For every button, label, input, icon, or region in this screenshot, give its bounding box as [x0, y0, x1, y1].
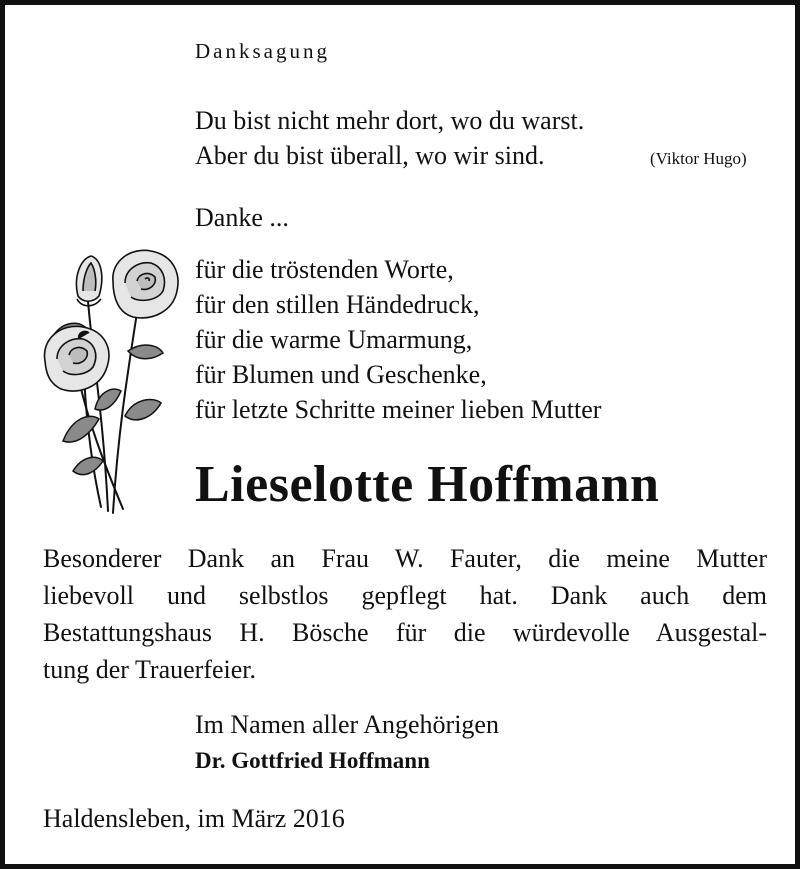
- leaf: [125, 399, 161, 419]
- special-thanks-line: Bestattungshaus H. Bösche für die würdevolle Ausgestal-: [43, 618, 767, 647]
- special-thanks-line: liebevoll und selbstlos gepflegt hat. Dank auch dem: [43, 581, 767, 610]
- thanks-intro: Danke ...: [195, 203, 289, 232]
- special-thanks-line: tung der Trauerfeier.: [43, 655, 257, 684]
- leaf: [128, 345, 163, 359]
- thanks-item: für letzte Schritte meiner lieben Mutter: [195, 395, 602, 424]
- thanks-item: für die tröstenden Worte,: [195, 255, 454, 284]
- thanks-item: für den stillen Händedruck,: [195, 290, 480, 319]
- deceased-name: Lieselotte Hoffmann: [195, 456, 660, 513]
- special-thanks-line: Besonderer Dank an Frau W. Fauter, die meine Mutter: [43, 544, 767, 573]
- thanks-item: für Blumen und Geschenke,: [195, 360, 487, 389]
- roses-illustration: [33, 241, 183, 521]
- leaf: [73, 457, 103, 474]
- quote-author: (Viktor Hugo): [650, 149, 747, 168]
- quote-line-2: Aber du bist überall, wo wir sind.: [195, 141, 545, 170]
- signer-name: Dr. Gottfried Hoffmann: [195, 748, 430, 773]
- signature-line: Im Namen aller Angehörigen: [195, 710, 499, 739]
- notice-heading: Danksagung: [195, 39, 330, 63]
- thanks-item: für die warme Umarmung,: [195, 325, 473, 354]
- quote-line-1: Du bist nicht mehr dort, wo du warst.: [195, 106, 585, 135]
- place-date: Haldensleben, im März 2016: [43, 804, 345, 833]
